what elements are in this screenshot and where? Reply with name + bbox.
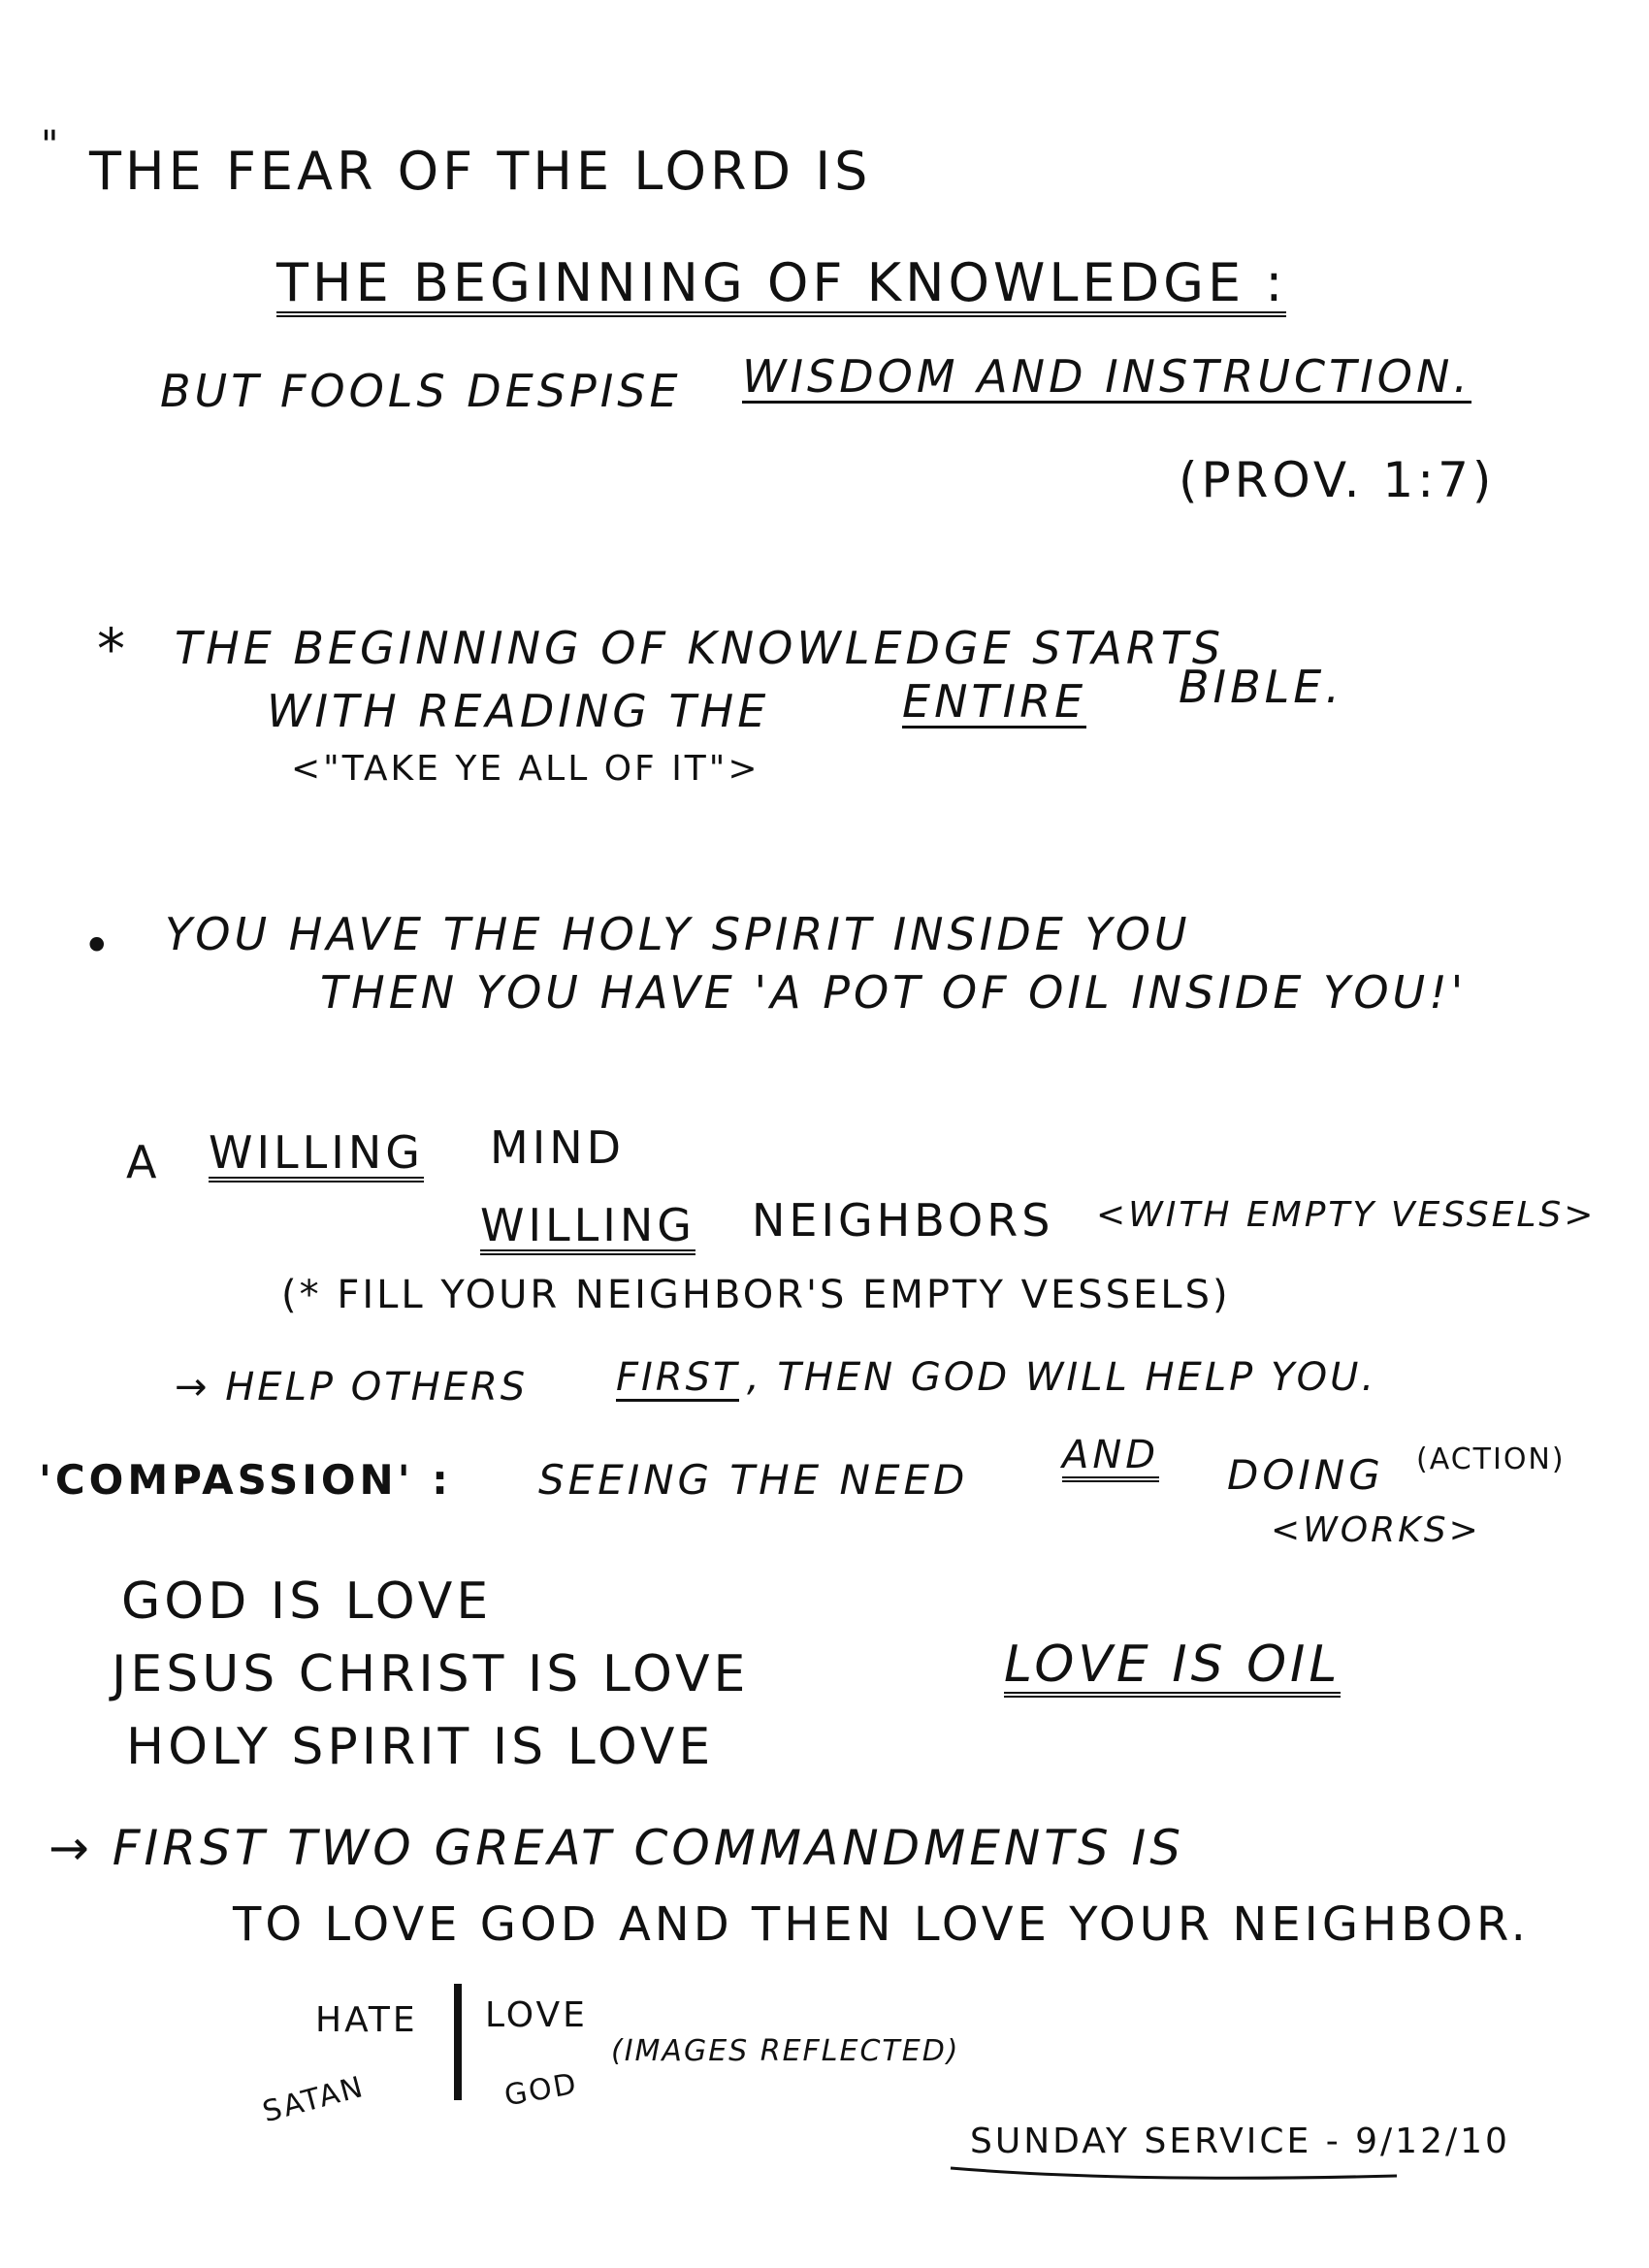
willing-a: A bbox=[126, 1136, 161, 1188]
verse-line-2: THE BEGINNING OF KNOWLEDGE : bbox=[276, 257, 1286, 317]
signature-underline bbox=[931, 2110, 1610, 2197]
point1-line-3: <"TAKE YE ALL OF IT"> bbox=[291, 749, 760, 789]
compassion-term: 'COMPASSION' : bbox=[39, 1456, 452, 1504]
love-line-2: JESUS CHRIST IS LOVE bbox=[112, 1645, 750, 1703]
willing-word: WILLING bbox=[209, 1130, 424, 1183]
diagram-god: GOD bbox=[501, 2066, 581, 2114]
willing-help-a: → HELP OTHERS bbox=[175, 1365, 529, 1409]
diagram-hate: HATE bbox=[315, 2000, 418, 2040]
willing-neighbors-b: NEIGHBORS bbox=[752, 1194, 1054, 1247]
love-is-oil: LOVE IS OIL bbox=[1004, 1639, 1341, 1698]
point1-line-1: THE BEGINNING OF KNOWLEDGE STARTS bbox=[175, 622, 1225, 674]
commandments-line-1: → FIRST TWO GREAT COMMANDMENTS IS bbox=[48, 1820, 1184, 1876]
willing-mind: MIND bbox=[490, 1121, 626, 1174]
compassion-def-works: <WORKS> bbox=[1271, 1510, 1481, 1550]
point1-line-2a: WITH READING THE bbox=[267, 685, 770, 737]
commandments-line-2: TO LOVE GOD AND THEN LOVE YOUR NEIGHBOR. bbox=[233, 1897, 1530, 1952]
compassion-def-a: SEEING THE NEED bbox=[538, 1456, 969, 1504]
diagram-love: LOVE bbox=[485, 1995, 588, 2035]
diagram-note: (IMAGES REFLECTED) bbox=[611, 2034, 960, 2068]
point2-line-1: YOU HAVE THE HOLY SPIRIT INSIDE YOU bbox=[165, 908, 1191, 960]
verse-line-3b: WISDOM AND INSTRUCTION. bbox=[742, 350, 1472, 403]
asterisk-bullet: * bbox=[97, 616, 129, 682]
willing-help-first: FIRST bbox=[616, 1355, 740, 1400]
diagram-divider bbox=[454, 1984, 462, 2100]
willing-help-b: , THEN GOD WILL HELP YOU. bbox=[747, 1355, 1377, 1400]
verse-line-1: THE FEAR OF THE LORD IS bbox=[89, 141, 872, 202]
point1-line-2b: ENTIRE bbox=[902, 675, 1087, 728]
compassion-def-action: (ACTION) bbox=[1416, 1442, 1566, 1476]
verse-line-3a: BUT FOOLS DESPISE bbox=[160, 365, 682, 417]
compassion-def-doing: DOING bbox=[1227, 1451, 1384, 1499]
verse-reference: (PROV. 1:7) bbox=[1179, 452, 1496, 508]
love-line-3: HOLY SPIRIT IS LOVE bbox=[126, 1718, 715, 1776]
point2-line-2: THEN YOU HAVE 'A POT OF OIL INSIDE YOU!' bbox=[320, 966, 1468, 1019]
willing-fill-line: (* FILL YOUR NEIGHBOR'S EMPTY VESSELS) bbox=[281, 1273, 1231, 1317]
willing-neighbors-a: WILLING bbox=[480, 1203, 695, 1255]
compassion-def-and: AND bbox=[1062, 1436, 1159, 1482]
love-line-1: GOD IS LOVE bbox=[121, 1572, 493, 1631]
diagram-satan: SATAN bbox=[259, 2069, 369, 2130]
signature-text: SUNDAY SERVICE - 9/12/10 bbox=[970, 2122, 1510, 2161]
dot-bullet: • bbox=[82, 918, 115, 974]
open-quote: " bbox=[41, 123, 63, 168]
point1-line-2c: BIBLE. bbox=[1179, 661, 1343, 713]
willing-empty-vessels: <WITH EMPTY VESSELS> bbox=[1096, 1195, 1597, 1235]
